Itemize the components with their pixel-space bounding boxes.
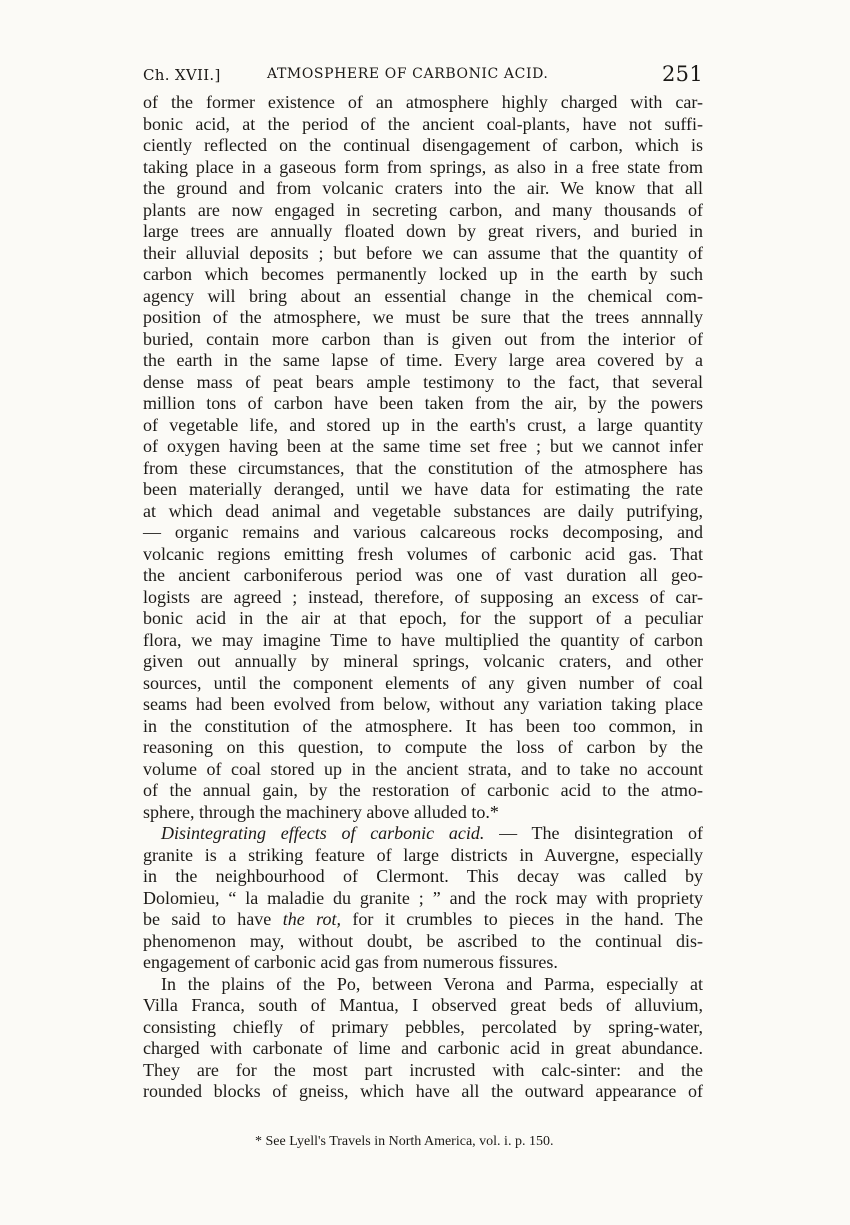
text-line: bonic acid, at the period of the ancient coal-plants, have not suffi- — [143, 113, 703, 134]
text-line: in the neighbourhood of Clermont. This decay was called by — [143, 866, 703, 886]
text-fragment: for it crumbles to pieces in the hand. The — [340, 909, 703, 929]
text-line: the earth in the same lapse of time. Every large area covered by a — [143, 350, 703, 370]
text-line: plants are now engaged in secreting carbon, and many thousands of — [143, 199, 703, 220]
text-line: position of the atmosphere, we must be sure that the trees annnally — [143, 307, 703, 327]
text-line: Dolomieu, “ la maladie du granite ; ” and the rock may with propriety — [143, 887, 703, 908]
text-line: ciently reflected on the continual disengagement of carbon, which is — [143, 135, 703, 155]
paragraph — [143, 92, 703, 823]
running-header — [143, 64, 703, 90]
text-line: phenomenon may, without doubt, be ascribed to the continual dis- — [143, 930, 703, 951]
text-line: sphere, through the machinery above alluded to.* — [143, 801, 499, 822]
page-number: 251 — [662, 62, 703, 86]
text-line: given out annually by mineral springs, volcanic craters, and other — [143, 651, 703, 671]
text-line: large trees are annually floated down by great rivers, and buried in — [143, 221, 703, 241]
text-line: — organic remains and various calcareous rocks decomposing, and — [143, 522, 703, 542]
text-line: rounded blocks of gneiss, which have all the outward appearance of — [143, 1081, 703, 1101]
text-line: reasoning on this question, to compute the loss of carbon by the — [143, 737, 703, 757]
text-line: bonic acid in the air at that epoch, for the support of a peculiar — [143, 608, 703, 628]
text-line: of oxygen having been at the same time set free ; but we cannot infer — [143, 436, 703, 456]
text-line — [143, 823, 703, 845]
text-line — [143, 909, 703, 931]
text-line: charged with carbonate of lime and carbonic acid in great abundance. — [143, 1038, 703, 1058]
text-line: consisting chiefly of primary pebbles, percolated by spring-water, — [143, 1016, 703, 1037]
heading-continuation: — The disintegration of — [484, 823, 703, 843]
text-line: volcanic regions emitting fresh volumes of carbonic acid gas. That — [143, 543, 703, 564]
chapter-label: Ch. XVII.] — [143, 66, 221, 84]
text-line: been materially deranged, until we have data for estimating the rate — [143, 479, 703, 499]
text-line: of the annual gain, by the restoration of carbonic acid to the atmo- — [143, 780, 703, 800]
text-line: agency will bring about an essential change in the chemical com- — [143, 285, 703, 306]
text-line: Villa Franca, south of Mantua, I observed great beds of alluvium, — [143, 995, 703, 1015]
text-line: engagement of carbonic acid gas from numerous fissures. — [143, 952, 558, 972]
text-line: logists are agreed ; instead, therefore, of supposing an excess of car- — [143, 586, 703, 607]
footnote: * See Lyell's Travels in North America, vol. i. p. 150. — [255, 1134, 554, 1149]
paragraph — [143, 974, 703, 1103]
text-line: volume of coal stored up in the ancient strata, and to take no account — [143, 758, 703, 779]
text-line: of vegetable life, and stored up in the earth's crust, a large quantity — [143, 414, 703, 435]
text-line: seams had been evolved from below, without any variation taking place — [143, 694, 703, 714]
text-fragment: be said to have — [143, 909, 283, 929]
text-line: the ancient carboniferous period was one of vast duration all geo- — [143, 565, 703, 585]
text-line: their alluvial deposits ; but before we can assume that the quantity of — [143, 242, 703, 263]
text-line: the ground and from volcanic craters into the air. We know that all — [143, 178, 703, 198]
text-line: sources, until the component elements of any given number of coal — [143, 672, 703, 693]
text-line: from these circumstances, that the constitution of the atmosphere has — [143, 457, 703, 478]
text-line: flora, we may imagine Time to have multiplied the quantity of carbon — [143, 629, 703, 650]
section-heading: Disintegrating effects of carbonic acid. — [161, 823, 485, 843]
text-line: They are for the most part incrusted with calc-sinter: and the — [143, 1059, 703, 1080]
body-text — [143, 92, 703, 1103]
text-line: buried, contain more carbon than is given out from the interior of — [143, 328, 703, 349]
text-line: carbon which becomes permanently locked up in the earth by such — [143, 264, 703, 284]
text-line: at which dead animal and vegetable substances are daily putrifying, — [143, 500, 703, 521]
paragraph — [143, 823, 703, 974]
running-title: ATMOSPHERE OF CARBONIC ACID. — [267, 66, 549, 82]
text-line: million tons of carbon have been taken from the air, by the powers — [143, 393, 703, 413]
text-line: granite is a striking feature of large districts in Auvergne, especially — [143, 844, 703, 865]
text-line: taking place in a gaseous form from springs, as also in a free state from — [143, 156, 703, 177]
text-line: In the plains of the Po, between Verona and Parma, especially at — [161, 973, 703, 994]
text-line: of the former existence of an atmosphere highly charged with car- — [143, 92, 703, 112]
italic-phrase: the rot, — [282, 909, 341, 929]
text-line: in the constitution of the atmosphere. It has been too common, in — [143, 715, 703, 736]
text-line: dense mass of peat bears ample testimony to the fact, that several — [143, 371, 703, 392]
